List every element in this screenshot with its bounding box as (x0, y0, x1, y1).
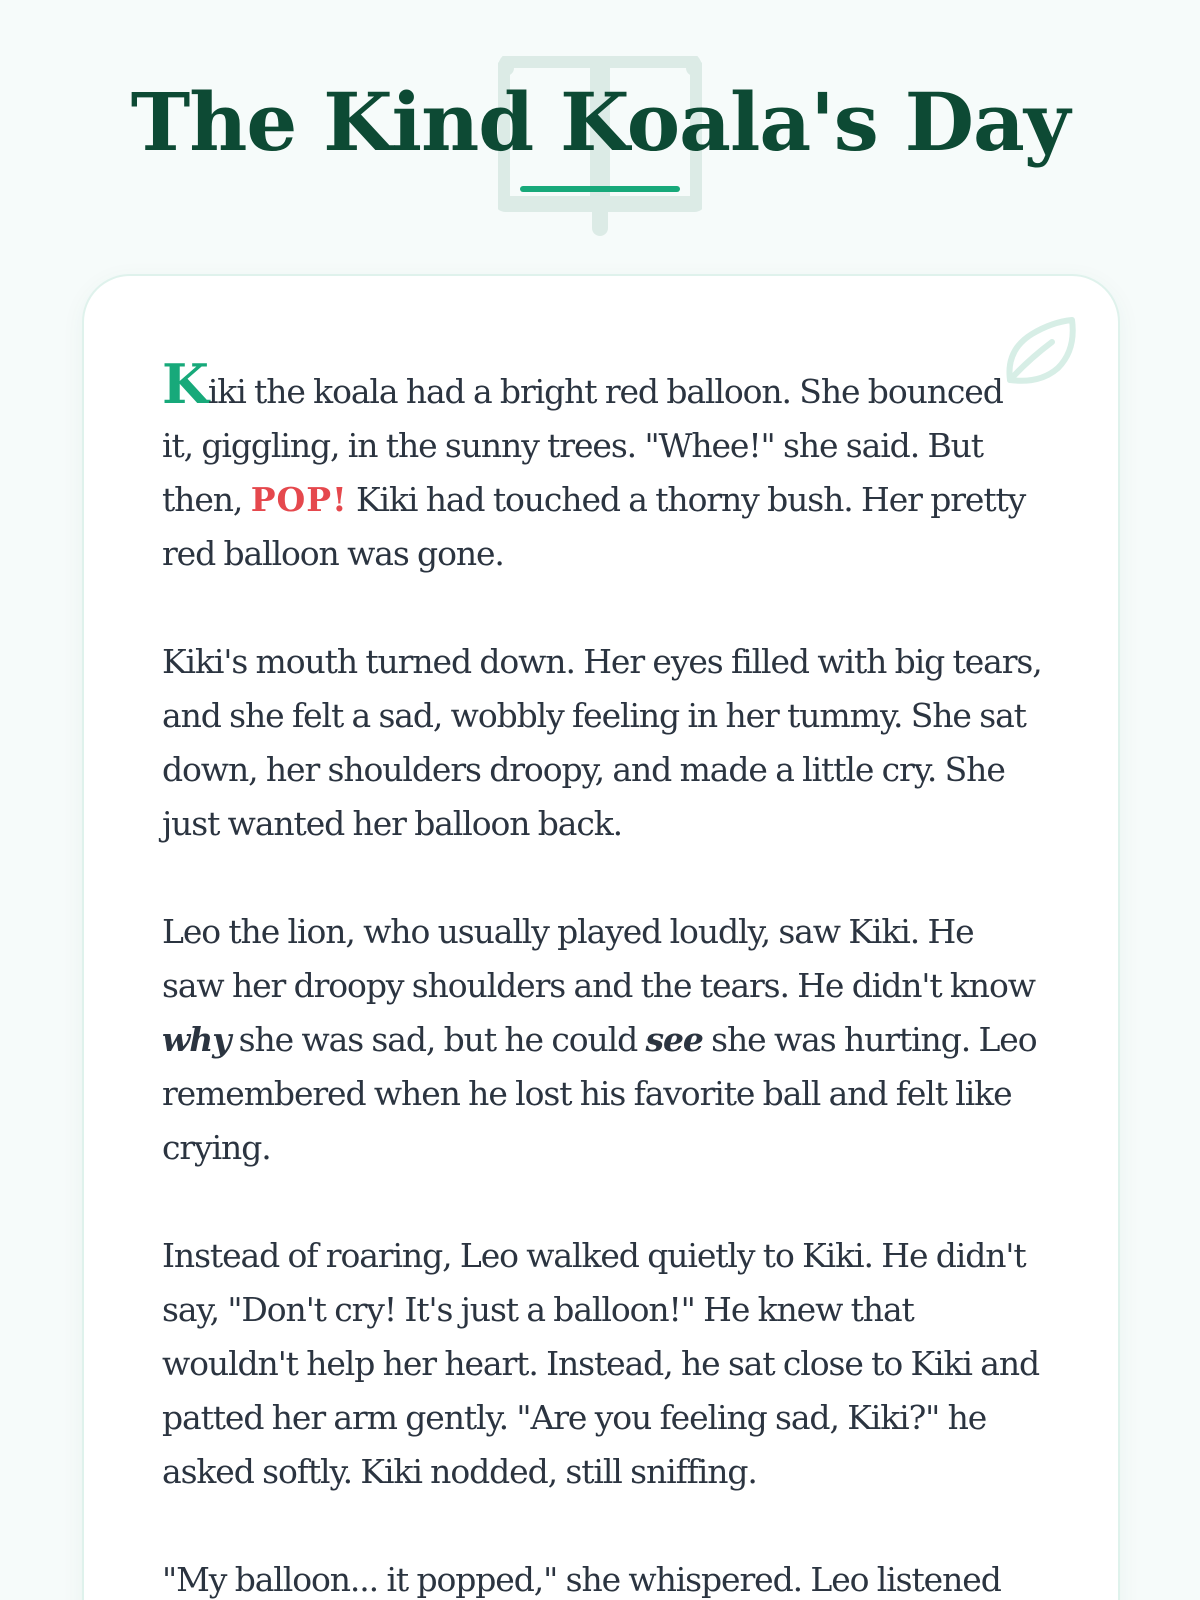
paragraph-3-text-b: she was sad, but he could (230, 1020, 646, 1059)
story-text (162, 352, 1042, 1600)
emphasis-why: why (162, 1020, 231, 1059)
story-paragraph-3 (162, 905, 1042, 1175)
story-paragraph-4: Instead of roaring, Leo walked quietly to Kiki. He didn't say, "Don't cry! It's just a balloon!" He knew that wouldn't help her heart. Instead, he sat close to Kiki and patted her arm gently. "Are you feeling sad, Kiki?" he asked softly. Kiki nodded, still sniffing. (162, 1236, 1039, 1491)
story-paragraph-5: "My balloon... it popped," she whispered. Leo listened (162, 1560, 1001, 1599)
paragraph-3-text-c: she was hurting. Leo remembered when he lost his favorite ball and felt like crying. (162, 1020, 1037, 1167)
story-header (0, 0, 1200, 260)
story-paragraph-2: Kiki's mouth turned down. Her eyes filled with big tears, and she felt a sad, wobbly feeling in her tummy. She sat down, her shoulders droopy, and made a little cry. She just wanted her balloon back. (162, 642, 1042, 843)
title-underline (520, 186, 680, 192)
paragraph-3-text-a: Leo the lion, who usually played loudly, saw Kiki. He saw her droopy shoulders and the tears. He didn't know (162, 912, 1035, 1005)
story-title: The Kind Koala's Day (130, 75, 1070, 169)
paragraph-1-text-a: iki the koala had a bright red balloon. She bounced it, giggling, in the sunny trees. "Whee!" she said. But then, (162, 372, 1003, 519)
emphasis-see: see (645, 1020, 703, 1059)
paragraph-1-text-b: Kiki had touched a thorny bush. Her pretty red balloon was gone. (162, 480, 1026, 573)
story-paragraph-1 (162, 352, 1042, 581)
pop-sound-word: POP! (250, 480, 348, 519)
drop-cap: K (162, 352, 208, 416)
